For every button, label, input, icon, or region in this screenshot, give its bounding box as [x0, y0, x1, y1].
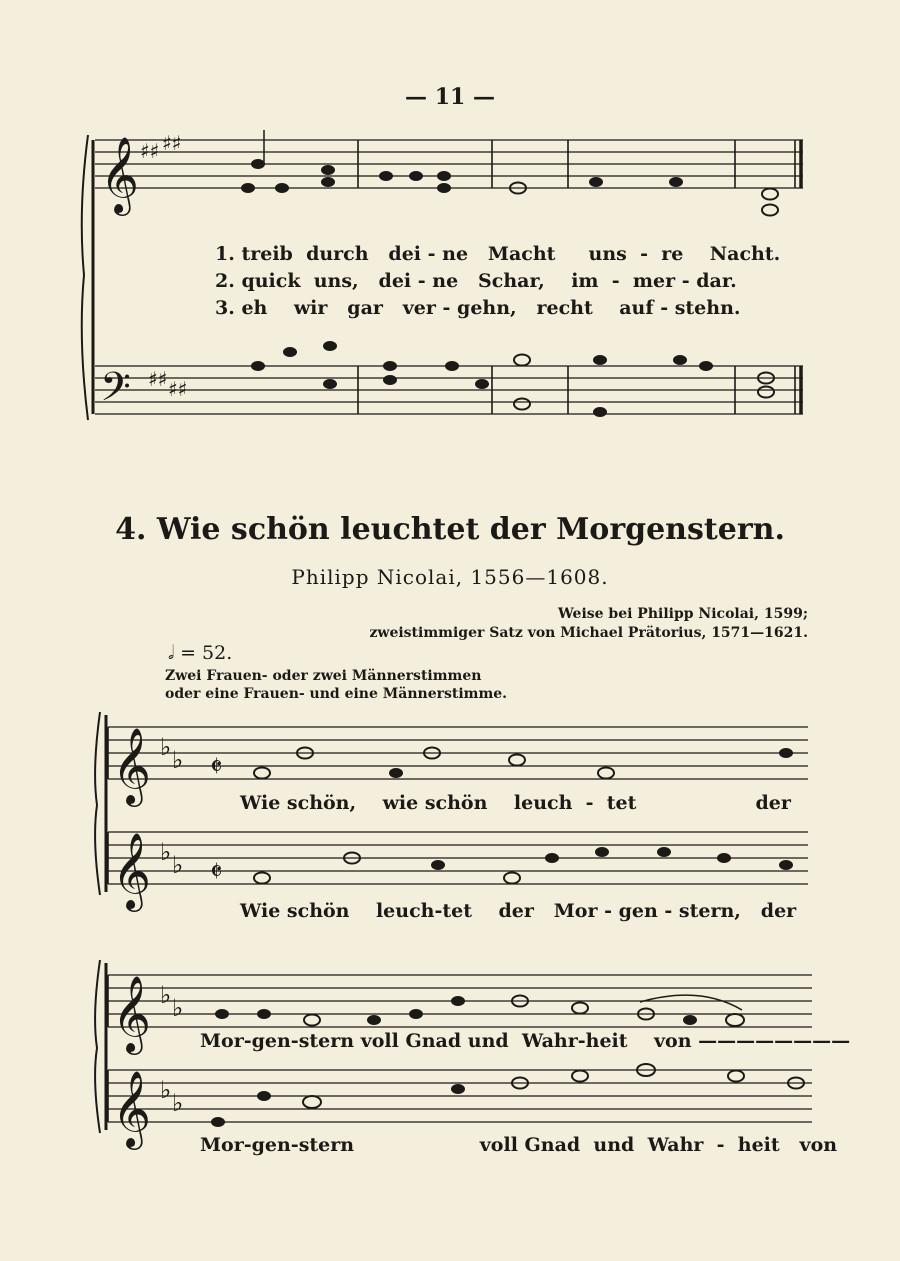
- svg-text:♭: ♭: [160, 733, 172, 761]
- notes-system-a: [241, 130, 778, 216]
- svg-text:𝄞: 𝄞: [112, 832, 152, 909]
- arrangement-credit: zweistimmiger Satz von Michael Prätorius, 1571—1621.: [369, 625, 808, 641]
- system1-upper-lyrics: Wie schön, wie schön leuch - tet der: [240, 792, 791, 814]
- voicing-note-2: oder eine Frauen- und eine Männerstimme.: [165, 686, 508, 702]
- hymn-author: Philipp Nicolai, 1556—1608.: [291, 565, 609, 589]
- system1-lower-lyrics: Wie schön leuch-tet der Mor - gen - stern, der: [240, 900, 797, 922]
- svg-text:♯♯: ♯♯: [168, 377, 188, 401]
- system2-upper-lyrics: Mor-gen-stern voll Gnad und Wahr-heit von ————————: [200, 1030, 851, 1052]
- svg-text:♭: ♭: [172, 851, 184, 879]
- svg-text:𝄢: 𝄢: [100, 364, 131, 420]
- melody-credit: Weise bei Philipp Nicolai, 1599;: [557, 606, 808, 622]
- page-number: — 11 —: [405, 84, 495, 110]
- verse-1: 1. treib durch dei - ne Macht uns - re Nacht.: [215, 243, 781, 265]
- system2-lower-lyrics: Mor-gen-stern voll Gnad und Wahr - heit von: [200, 1134, 838, 1156]
- tempo-marking: 𝅗𝅥 = 52.: [168, 642, 233, 664]
- svg-text:♯♯: ♯♯: [162, 131, 182, 155]
- svg-text:𝄞: 𝄞: [100, 136, 140, 213]
- verse-2: 2. quick uns, dei - ne Schar, im - mer - dar.: [215, 270, 737, 292]
- svg-text:♭: ♭: [160, 838, 172, 866]
- svg-text:𝄞: 𝄞: [112, 1070, 152, 1147]
- svg-text:♭: ♭: [160, 1076, 172, 1104]
- svg-text:𝄞: 𝄞: [112, 727, 152, 804]
- svg-text:♯♯: ♯♯: [148, 367, 168, 391]
- svg-text:♭: ♭: [172, 746, 184, 774]
- svg-text:𝄵: 𝄵: [210, 750, 223, 783]
- svg-text:♭: ♭: [160, 981, 172, 1009]
- voicing-note-1: Zwei Frauen- oder zwei Männerstimmen: [165, 668, 482, 684]
- verse-3: 3. eh wir gar ver - gehn, recht auf - stehn.: [215, 297, 741, 319]
- svg-text:♯♯: ♯♯: [140, 139, 160, 163]
- svg-text:♭: ♭: [172, 1089, 184, 1117]
- hymn-title: 4. Wie schön leuchtet der Morgenstern.: [115, 512, 785, 547]
- svg-text:♭: ♭: [172, 994, 184, 1022]
- svg-text:𝄞: 𝄞: [112, 975, 152, 1052]
- svg-text:𝄵: 𝄵: [210, 855, 223, 888]
